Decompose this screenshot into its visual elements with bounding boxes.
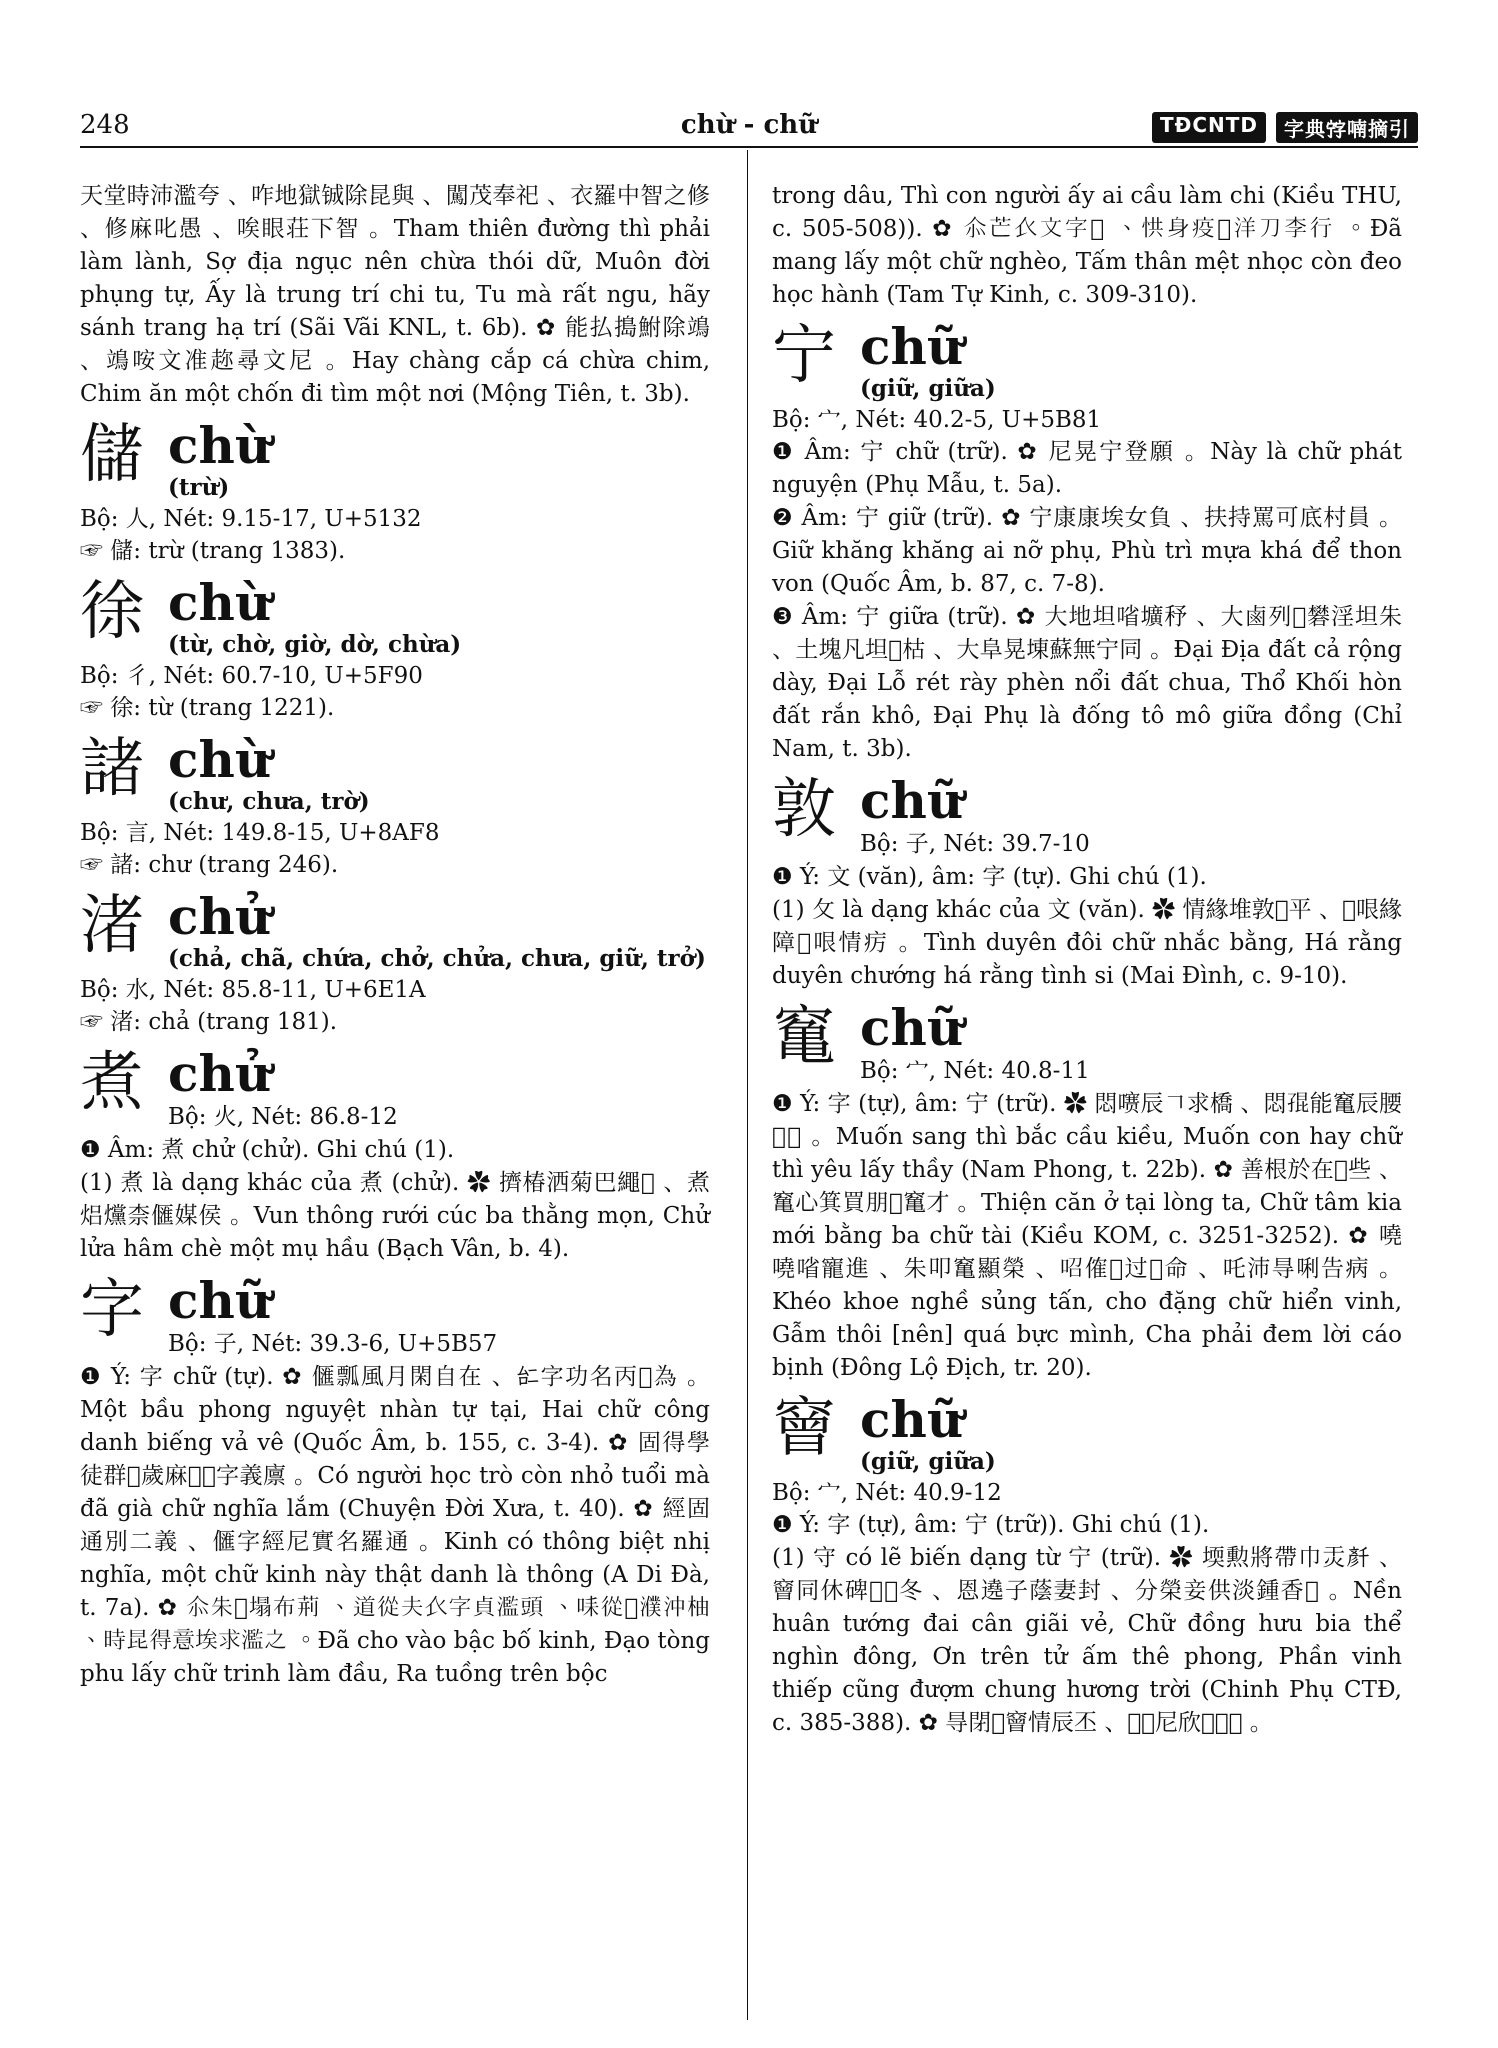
entry-meta: Bộ: 彳, Nét: 60.7-10, U+5F90 bbox=[80, 663, 423, 689]
entry-variants: (giữ, giữa) bbox=[860, 1448, 996, 1475]
cross-reference: ☞ 儲: trừ (trang 1383). bbox=[80, 538, 346, 564]
entry-lemma: chừ bbox=[168, 416, 272, 475]
right-column bbox=[772, 180, 1402, 1740]
entry-lemma: chữ bbox=[860, 1390, 964, 1449]
entry-chu-10 bbox=[772, 1389, 1402, 1740]
entry-note: (1) 守 có lẽ biến dạng từ 宁 (trữ). ✿ 堧勲將帶巾㶣𠦳 、䆵同休碑𥢆𡱩冬 、恩遶子蔭妻封 、分榮妾供淡鍾香𡗶 。Nền huân tướng đai cân giãi vẻ, Chữ đồng hưu bia thể nghìn đông, Ơn trên tử ấm thê phong, Phần vinh thiếp cũng đượm chung hương trời (Chinh Phụ CTĐ, c. 385-388). ✿ 㝵閉𡗉䆵情辰丕 、𨁟𡗉尼欣𧡊𡗉𣑎 。 bbox=[772, 1545, 1402, 1736]
page-header bbox=[80, 110, 1418, 150]
entry-meta: Bộ: 水, Nét: 85.8-11, U+6E1A bbox=[80, 977, 426, 1003]
entry-character: 䆵 bbox=[772, 1392, 836, 1466]
entry-variants: (giữ, giữa) bbox=[860, 375, 996, 402]
entry-chu-6 bbox=[80, 1270, 710, 1691]
entry-meta: Bộ: 子, Nét: 39.7-10 bbox=[860, 831, 1090, 857]
entry-lemma: chữ bbox=[860, 317, 964, 376]
entry-lemma: chữ bbox=[168, 1271, 272, 1330]
entry-chu-1 bbox=[80, 415, 710, 568]
dictionary-title-badge: 字典𡨸喃摘引 bbox=[1276, 112, 1418, 143]
entry-meta: Bộ: 人, Nét: 9.15-17, U+5132 bbox=[80, 506, 422, 532]
entry-body: ❶ Ý: 字 (tự), âm: 宁 (trữ). ✿ 悶㗷辰𠃍求橋 、悶𡥵能䆴辰腰𥘀𣛠 。Muốn sang thì bắc cầu kiều, Muốn con hay chữ thì yêu lấy thầy (Nam Phong, t. 22b). ✿ 善根於在𢚸些 、䆴心箕買朋𠀧䆴才 。Thiện căn ở tại lòng ta, Chữ tâm kia mới bằng ba chữ tài (Kiều KOM, c. 3251-3252). ✿ 嘵嘵㗂寵進 、朱叩䆴顯榮 、𠰉傕𡨹过𢚸命 、吒沛㝵唎告病 。Khéo khoe nghề sủng tấn, cho đặng chữ hiển vinh, Gẫm thôi [nên] quá bực mình, Cha phải đem lời cáo bịnh (Đông Lộ Địch, tr. 20). bbox=[772, 1091, 1402, 1381]
entry-character: 渚 bbox=[80, 889, 144, 963]
entry-sense: ❶ Âm: 煮 chử (chử). Ghi chú (1). bbox=[80, 1137, 455, 1163]
entry-meta: Bộ: 宀, Nét: 40.9-12 bbox=[772, 1480, 1002, 1506]
entry-sense: ❶ Ý: 文 (văn), âm: 字 (tự). Ghi chú (1). bbox=[772, 864, 1207, 890]
continued-text: trong dâu, Thì con người ấy ai cầu làm chi (Kiều THU, c. 505-508)). ✿ 𠇍芒𧘇文字𧿨 、㤨身疫𥟉洋刀李行 。Đã mang lấy một chữ nghèo, Tấm thân mệt nhọc còn đeo học hành (Tam Tự Kinh, c. 309-310). bbox=[772, 183, 1402, 308]
entry-meta: Bộ: 火, Nét: 86.8-12 bbox=[168, 1104, 398, 1130]
entry-character: 煮 bbox=[80, 1046, 144, 1120]
entry-chu-8 bbox=[772, 770, 1402, 993]
entry-chu-2 bbox=[80, 572, 710, 725]
entry-meta: Bộ: 宀, Nét: 40.2-5, U+5B81 bbox=[772, 407, 1102, 433]
entry-note: (1) 攵 là dạng khác của 文 (văn). ✿ 情緣堆敦𢬣平 、𠰘哏緣障𠰘哏情疠 。Tình duyên đôi chữ nhắc bằng, Há rằng duyên chướng há rằng tình si (Mai Đình, c. 9-10). bbox=[772, 897, 1402, 989]
entry-lemma: chữ bbox=[860, 998, 964, 1057]
entry-lemma: chử bbox=[168, 887, 272, 946]
entry-variants: (từ, chờ, giờ, dờ, chừa) bbox=[168, 631, 462, 658]
cross-reference: ☞ 渚: chả (trang 181). bbox=[80, 1009, 338, 1035]
entry-variants: (chư, chưa, trờ) bbox=[168, 788, 370, 815]
entry-lemma: chừ bbox=[168, 730, 272, 789]
dictionary-badge: TĐCNTD bbox=[1152, 112, 1266, 143]
entry-sense-3: ❸ Âm: 宁 giữa (trữ). ✿ 大地坦㗂壙𥝱 、大鹵列𩆍礬淫坦朱 、土塊凡坦𠸗枯 、大阜晃埬蘇無宁同 。Đại Địa đất cả rộng dày, Đại Lỗ rét rày phèn nổi đất chua, Thổ Khối hòn đất rắn khô, Đại Phụ là đống tô mô giữa đồng (Chỉ Nam, t. 3b). bbox=[772, 604, 1402, 762]
entry-chu-4 bbox=[80, 886, 710, 1039]
entry-meta: Bộ: 子, Nét: 39.3-6, U+5B57 bbox=[168, 1331, 498, 1357]
entry-note: (1) 煮 là dạng khác của 煮 (chử). ✿ 擠椿洒菊巴繩𣊾 、煮焒爣柰㒑媒侯 。Vun thông rưới cúc ba thằng mọn, Chử lửa hâm chè một mụ hầu (Bạch Vân, b. 4). bbox=[80, 1170, 710, 1262]
cross-reference: ☞ 徐: từ (trang 1221). bbox=[80, 695, 335, 721]
entry-chu-7 bbox=[772, 316, 1402, 766]
entry-meta: Bộ: 宀, Nét: 40.8-11 bbox=[860, 1058, 1090, 1084]
entry-sense-2: ❷ Âm: 宁 giữ (trữ). ✿ 宁康康埃女負 、扶持罵可底村員 。Giữ khăng khăng ai nỡ phụ, Phù trì mựa khá để thon von (Quốc Âm, b. 87, c. 7-8). bbox=[772, 505, 1402, 597]
entry-character: 宁 bbox=[772, 319, 836, 393]
left-column bbox=[80, 180, 710, 1691]
entry-variants: (chả, chã, chứa, chở, chửa, chưa, giữ, trở) bbox=[168, 945, 706, 972]
entry-character: 儲 bbox=[80, 418, 144, 492]
entry-sense-1: ❶ Âm: 宁 chữ (trữ). ✿ 尼晃宁登願 。Này là chữ phát nguyện (Phụ Mẫu, t. 5a). bbox=[772, 439, 1402, 498]
entry-sense: ❶ Ý: 字 (tự), âm: 宁 (trữ)). Ghi chú (1). bbox=[772, 1512, 1210, 1538]
entry-lemma: chử bbox=[168, 1044, 272, 1103]
entry-lemma: chừ bbox=[168, 573, 272, 632]
entry-chu-9 bbox=[772, 997, 1402, 1385]
continued-text: 天堂時沛濫夸 、咋地獄铖除昆與 、闖茂奉祀 、衣羅中智之修 、修麻叱愚 、唉眼荘下智 。Tham thiên đường thì phải làm lành, Sợ địa ngục nên chừa thói dữ, Muôn đời phụng tự, Ấy là trung trí chi tu, Tu mà rất ngu, hãy sánh trang hạ trí (Sãi Vãi KNL, t. 6b). ✿ 能払搗鮒除鴗 、鴗咹文准趂尋文尼 。Hay chàng cắp cá chừa chim, Chim ăn một chốn đi tìm một nơi (Mộng Tiên, t. 3b). bbox=[80, 183, 710, 407]
entry-meta: Bộ: 言, Nét: 149.8-15, U+8AF8 bbox=[80, 820, 440, 846]
entry-character: 諸 bbox=[80, 732, 144, 806]
column-divider bbox=[747, 150, 748, 2020]
entry-lemma: chữ bbox=[860, 771, 964, 830]
page-number: 248 bbox=[80, 110, 130, 140]
entry-character: 䆴 bbox=[772, 1000, 836, 1074]
entry-character: 徐 bbox=[80, 575, 144, 649]
entry-body: ❶ Ý: 字 chữ (tự). ✿ 㒑瓢風月閑自在 、𠄩字功名丙𦛌為 。Một bầu phong nguyệt nhàn tự tại, Hai chữ công danh biếng vả vê (Quốc Âm, b. 155, c. 3-4). ✿ 固得學徒群𣛠歲麻𣈜𣛠字義廪 。Có người học trò còn nhỏ tuổi mà đã già chữ nghĩa lắm (Chuyện Đời Xưa, t. 40). ✿ 經固通別二義 、㒑字經尼實名羅通 。Kinh có thông biệt nhị nghĩa, một chữ kinh này thật danh là thông (A Di Đà, t. 7a). ✿ 𠇍朱𠓨塌布荊 、道從夫𧘇字貞濫頭 、𠱤從𨖲濮沖柚 、時昆得意埃求濫之 。Đã cho vào bậc bố kinh, Đạo tòng phu lấy chữ trinh làm đầu, Ra tuồng trên bộc bbox=[80, 1364, 710, 1687]
entry-character: 敦 bbox=[772, 773, 836, 847]
header-rule bbox=[80, 146, 1418, 148]
header-badges bbox=[1152, 112, 1418, 143]
entry-character: 字 bbox=[80, 1273, 144, 1347]
cross-reference: ☞ 諸: chư (trang 246). bbox=[80, 852, 339, 878]
entry-variants: (trừ) bbox=[168, 474, 230, 501]
entry-chu-5 bbox=[80, 1043, 710, 1266]
entry-chu-3 bbox=[80, 729, 710, 882]
running-headword: chừ - chữ bbox=[680, 110, 818, 140]
